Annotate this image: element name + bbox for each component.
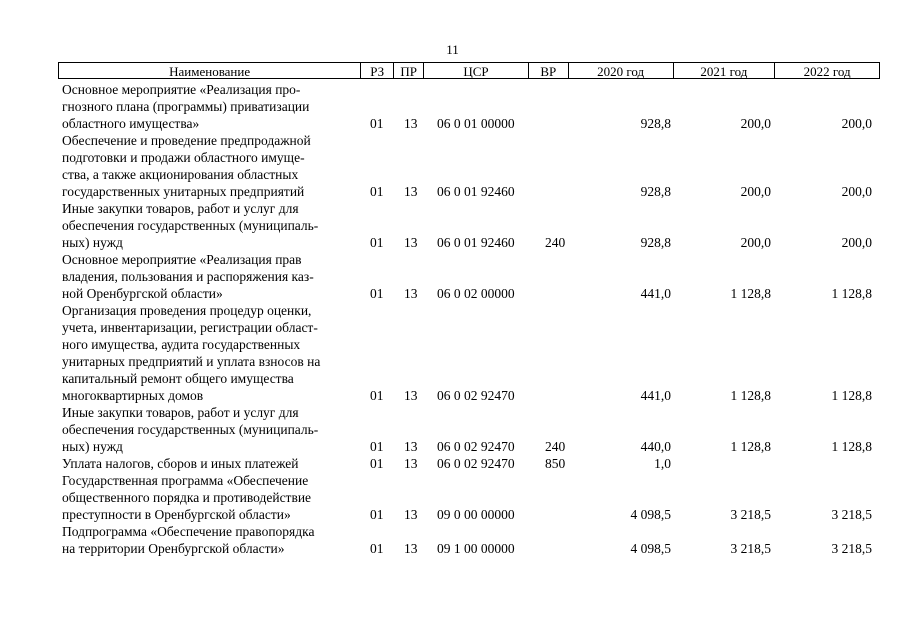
table-row (0, 251, 905, 302)
header-vr: ВР (528, 63, 568, 78)
row-name: Уплата налогов, сборов и иных платежей (62, 456, 299, 471)
amount-2020: 1,0 (654, 456, 671, 471)
amount-2021: 1 128,8 (730, 439, 771, 454)
amount-2020: 928,8 (640, 184, 671, 199)
pr-cell: 13 (404, 116, 418, 131)
amount-2020: 440,0 (640, 439, 671, 454)
pr-cell: 13 (404, 507, 418, 522)
amount-2021: 3 218,5 (730, 541, 771, 556)
table-row (0, 404, 905, 455)
csr-cell: 09 0 00 00000 (437, 507, 515, 522)
amount-2022: 200,0 (841, 116, 872, 131)
rz-cell: 01 (370, 235, 384, 250)
amount-2021: 200,0 (740, 184, 771, 199)
amount-2022: 1 128,8 (831, 439, 872, 454)
amount-2022: 200,0 (841, 184, 872, 199)
table-row (0, 523, 905, 557)
pr-cell: 13 (404, 541, 418, 556)
row-name: Иные закупки товаров, работ и услуг для обеспечения государственных (муниципаль- ных) нужд (62, 405, 319, 454)
row-name: Организация проведения процедур оценки, учета, инвентаризации, регистрации област- ного имущества, аудита государственных унитарных предприятий и уплата взносов на капитальный ремонт общего имущества многоквартирных домов (62, 303, 321, 403)
amount-2021: 200,0 (740, 235, 771, 250)
rz-cell: 01 (370, 116, 384, 131)
table-header (58, 62, 880, 79)
row-name: Основное мероприятие «Реализация про- гнозного плана (программы) приватизации областного имущества» (62, 82, 310, 131)
row-name: Иные закупки товаров, работ и услуг для обеспечения государственных (муниципаль- ных) нужд (62, 201, 319, 250)
pr-cell: 13 (404, 388, 418, 403)
rz-cell: 01 (370, 184, 384, 199)
pr-cell: 13 (404, 286, 418, 301)
table-row (0, 302, 905, 404)
amount-2020: 928,8 (640, 235, 671, 250)
vr-cell: 850 (545, 456, 566, 471)
pr-cell: 13 (404, 184, 418, 199)
rz-cell: 01 (370, 456, 384, 471)
amount-2021: 1 128,8 (730, 388, 771, 403)
header-2020: 2020 год (568, 63, 673, 78)
amount-2021: 200,0 (740, 116, 771, 131)
header-name: Наименование (169, 64, 251, 79)
vr-cell: 240 (545, 235, 566, 250)
rz-cell: 01 (370, 541, 384, 556)
header-csr: ЦСР (423, 63, 528, 78)
rz-cell: 01 (370, 388, 384, 403)
csr-cell: 06 0 01 92460 (437, 184, 515, 199)
rz-cell: 01 (370, 507, 384, 522)
table-row (0, 200, 905, 251)
csr-cell: 06 0 02 92470 (437, 388, 515, 403)
csr-cell: 09 1 00 00000 (437, 541, 515, 556)
csr-cell: 06 0 02 92470 (437, 439, 515, 454)
vr-cell: 240 (545, 439, 566, 454)
csr-cell: 06 0 02 92470 (437, 456, 515, 471)
amount-2021: 3 218,5 (730, 507, 771, 522)
page-number: 11 (446, 42, 459, 57)
table-row (0, 81, 905, 132)
amount-2020: 928,8 (640, 116, 671, 131)
header-rz: РЗ (360, 63, 393, 78)
pr-cell: 13 (404, 456, 418, 471)
header-2022: 2022 год (774, 63, 879, 78)
csr-cell: 06 0 01 00000 (437, 116, 515, 131)
row-name: Основное мероприятие «Реализация прав владения, пользования и распоряжения каз- ной Оренбургской области» (62, 252, 314, 301)
amount-2020: 441,0 (640, 286, 671, 301)
table-row (0, 472, 905, 523)
amount-2020: 4 098,5 (630, 541, 671, 556)
amount-2022: 3 218,5 (831, 507, 872, 522)
table-row (0, 132, 905, 200)
header-2021: 2021 год (673, 63, 775, 78)
csr-cell: 06 0 01 92460 (437, 235, 515, 250)
pr-cell: 13 (404, 235, 418, 250)
row-name: Обеспечение и проведение предпродажной подготовки и продажи областного имуще- ства, а также акционирования областных государственных унитарных предприятий (62, 133, 311, 199)
pr-cell: 13 (404, 439, 418, 454)
amount-2020: 4 098,5 (630, 507, 671, 522)
rz-cell: 01 (370, 439, 384, 454)
amount-2022: 3 218,5 (831, 541, 872, 556)
table-row (0, 455, 905, 472)
amount-2022: 200,0 (841, 235, 872, 250)
amount-2022: 1 128,8 (831, 388, 872, 403)
csr-cell: 06 0 02 00000 (437, 286, 515, 301)
amount-2020: 441,0 (640, 388, 671, 403)
row-name: Подпрограмма «Обеспечение правопорядка на территории Оренбургской области» (62, 524, 315, 556)
amount-2022: 1 128,8 (831, 286, 872, 301)
amount-2021: 1 128,8 (730, 286, 771, 301)
row-name: Государственная программа «Обеспечение общественного порядка и противодействие преступности в Оренбургской области» (62, 473, 312, 522)
rz-cell: 01 (370, 286, 384, 301)
header-pr: ПР (393, 63, 423, 78)
